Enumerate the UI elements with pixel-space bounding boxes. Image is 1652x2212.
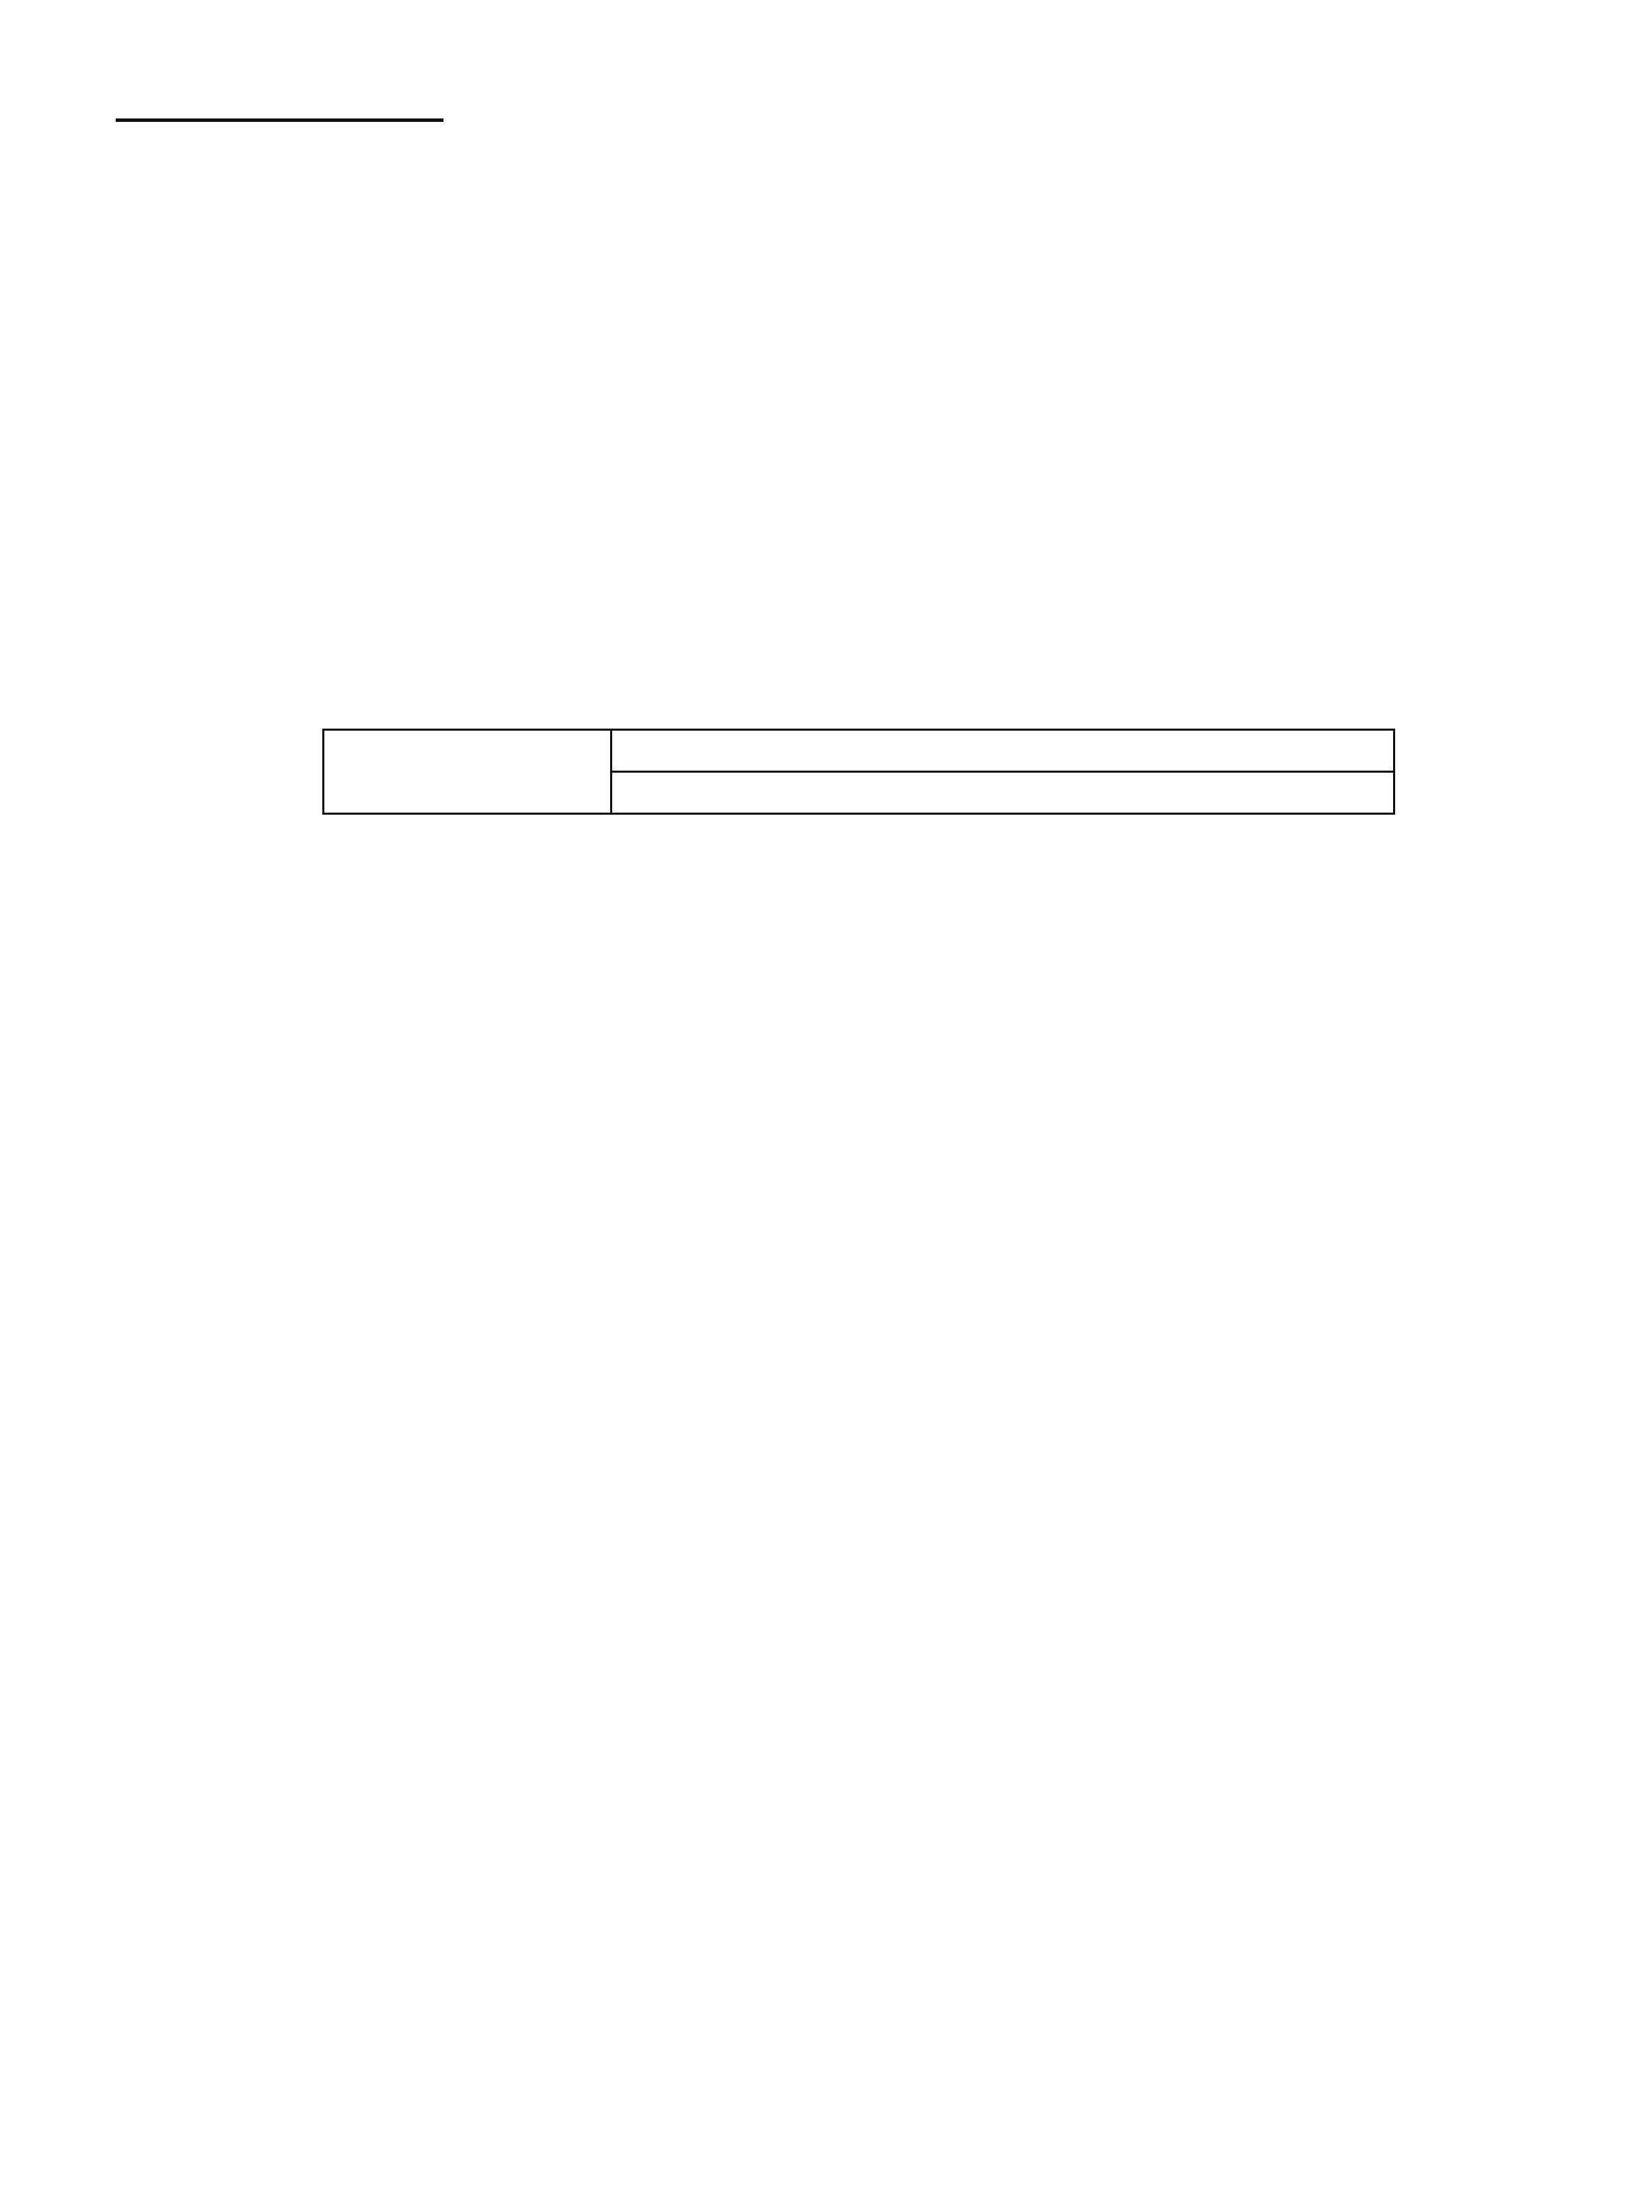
deviations-header bbox=[611, 772, 1394, 814]
fields-header bbox=[611, 730, 1394, 772]
tolerance-table bbox=[322, 729, 1395, 1686]
interval-header bbox=[324, 730, 611, 814]
